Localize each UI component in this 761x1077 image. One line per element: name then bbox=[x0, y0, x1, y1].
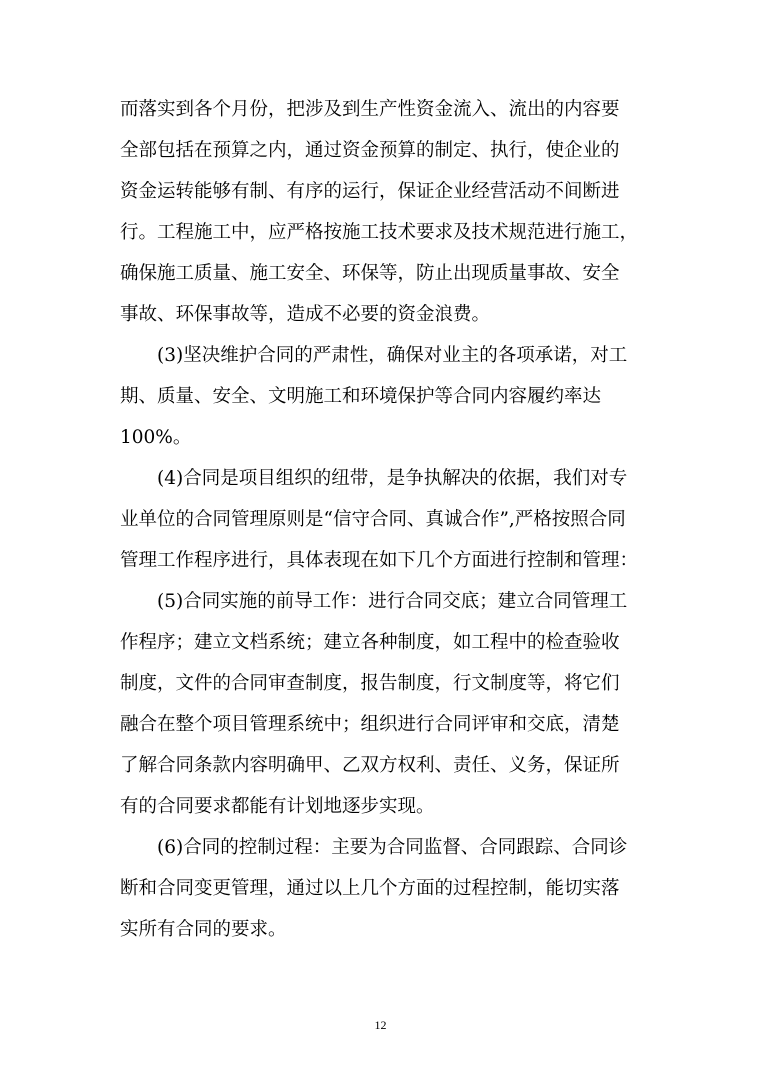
text-line: 期、质量、安全、文明施工和环境保护等合同内容履约率达 bbox=[120, 386, 602, 407]
paragraph-3-first-line: (3)坚决维护合同的严肃性，确保对业主的各项承诺，对工 bbox=[157, 345, 628, 366]
text-line: 确保施工质量、施工安全、环保等，防止出现质量事故、安全 bbox=[120, 263, 620, 284]
text-line: 管理工作程序进行，具体表现在如下几个方面进行控制和管理： bbox=[120, 550, 639, 571]
body-text bbox=[120, 89, 650, 950]
text-line: 断和合同变更管理，通过以上几个方面的过程控制，能切实落 bbox=[120, 878, 620, 899]
paragraph-6-first-line: (6)合同的控制过程：主要为合同监督、合同跟踪、合同诊 bbox=[157, 837, 628, 858]
text-line: 有的合同要求都能有计划地逐步实现。 bbox=[120, 796, 435, 817]
text-line: 资金运转能够有制、有序的运行，保证企业经营活动不间断进 bbox=[120, 181, 620, 202]
text-line: 融合在整个项目管理系统中；组织进行合同评审和交底，清楚 bbox=[120, 714, 620, 735]
page-number: 12 bbox=[374, 1018, 387, 1032]
text-line: 作程序；建立文档系统；建立各种制度，如工程中的检查验收 bbox=[120, 632, 620, 653]
text-line: 实所有合同的要求。 bbox=[120, 919, 287, 940]
text-line: 100%。 bbox=[120, 427, 192, 448]
text-line: 了解合同条款内容明确甲、乙双方权利、责任、义务，保证所 bbox=[120, 755, 620, 776]
text-line: 而落实到各个月份，把涉及到生产性资金流入、流出的内容要 bbox=[120, 99, 620, 120]
text-line: 事故、环保事故等，造成不必要的资金浪费。 bbox=[120, 304, 491, 325]
text-line: 行。工程施工中，应严格按施工技术要求及技术规范进行施工， bbox=[120, 222, 639, 243]
paragraph-5-first-line: (5)合同实施的前导工作：进行合同交底；建立合同管理工 bbox=[157, 591, 628, 612]
paragraph-4-first-line: (4)合同是项目组织的纽带，是争执解决的依据，我们对专 bbox=[157, 468, 628, 489]
text-line: 制度，文件的合同审查制度，报告制度，行文制度等，将它们 bbox=[120, 673, 620, 694]
text-line: 业单位的合同管理原则是“信守合同、真诚合作”,严格按照合同 bbox=[120, 509, 626, 530]
text-line: 全部包括在预算之内，通过资金预算的制定、执行，使企业的 bbox=[120, 140, 620, 161]
